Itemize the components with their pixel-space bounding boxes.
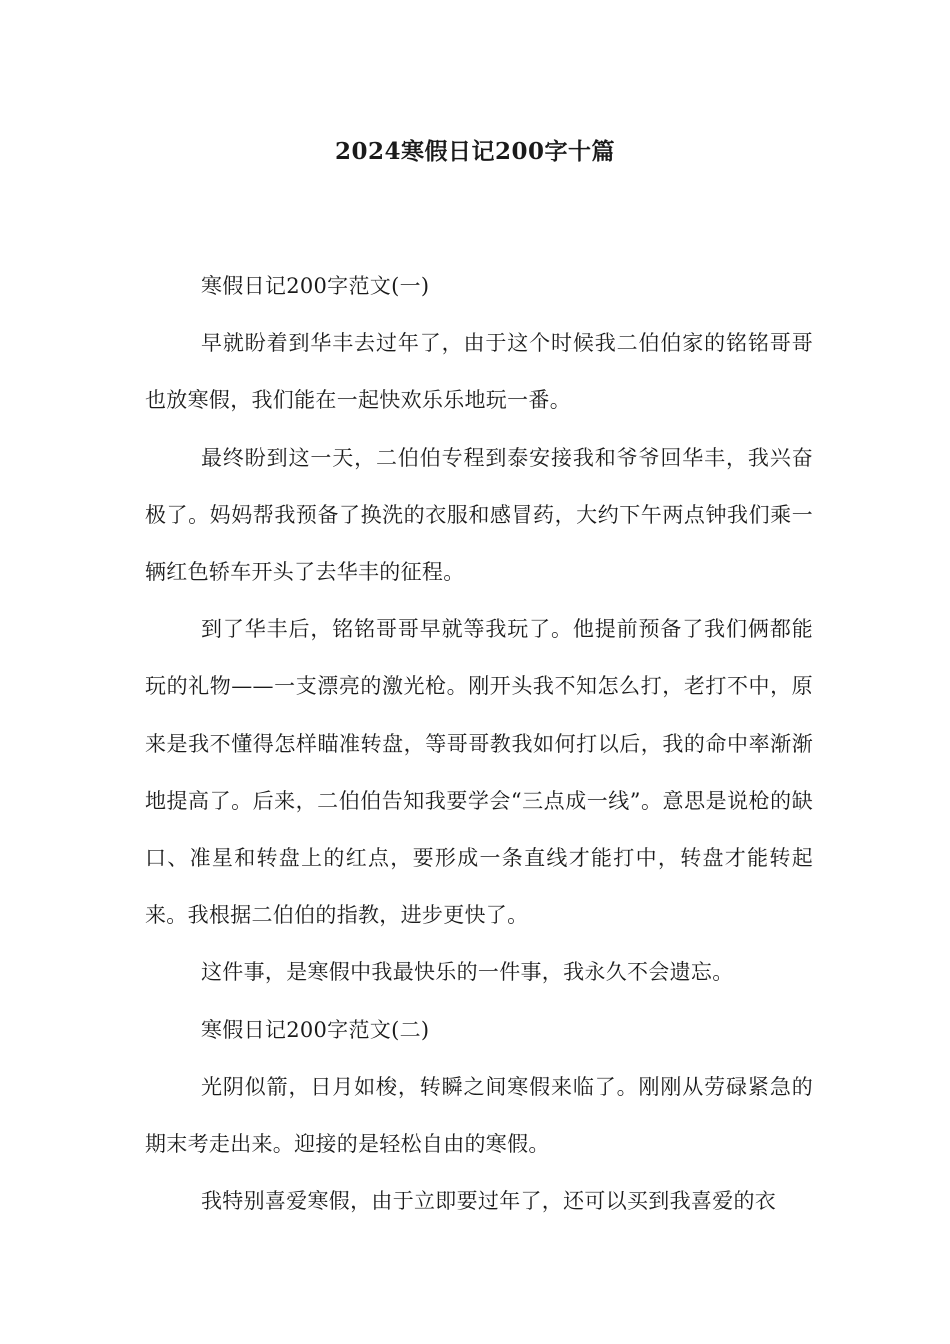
document-body <box>145 258 813 1230</box>
section-heading-1: 寒假日记200字范文(一) <box>201 274 430 298</box>
paragraph: 早就盼着到华丰去过年了，由于这个时候我二伯伯家的铭铭哥哥也放寒假，我们能在一起快欢乐乐地玩一番。 <box>145 331 813 413</box>
paragraph: 最终盼到这一天，二伯伯专程到泰安接我和爷爷回华丰，我兴奋极了。妈妈帮我预备了换洗的衣服和感冒药，大约下午两点钟我们乘一辆红色轿车开头了去华丰的征程。 <box>145 445 813 585</box>
paragraph: 这件事，是寒假中我最快乐的一件事，我永久不会遗忘。 <box>201 960 734 985</box>
section-heading-2: 寒假日记200字范文(二) <box>201 1017 430 1042</box>
paragraph: 光阴似箭，日月如梭，转瞬之间寒假来临了。刚刚从劳碌紧急的期末考走出来。迎接的是轻松自由的寒假。 <box>145 1074 813 1157</box>
paragraph: 我特别喜爱寒假，由于立即要过年了，还可以买到我喜爱的衣 <box>201 1189 777 1214</box>
document-title: 2024寒假日记200字十篇 <box>334 138 616 165</box>
paragraph: 到了华丰后，铭铭哥哥早就等我玩了。他提前预备了我们俩都能玩的礼物——一支漂亮的激光枪。刚开头我不知怎么打，老打不中，原来是我不懂得怎样瞄准转盘，等哥哥教我如何打以后，我的命中率渐渐地提高了。后来，二伯伯告知我要学会“三点成一线”。意思是说枪的缺口、准星和转盘上的红点，要形成一条直线才能打中，转盘才能转起来。我根据二伯伯的指教，进步更快了。 <box>145 617 813 928</box>
